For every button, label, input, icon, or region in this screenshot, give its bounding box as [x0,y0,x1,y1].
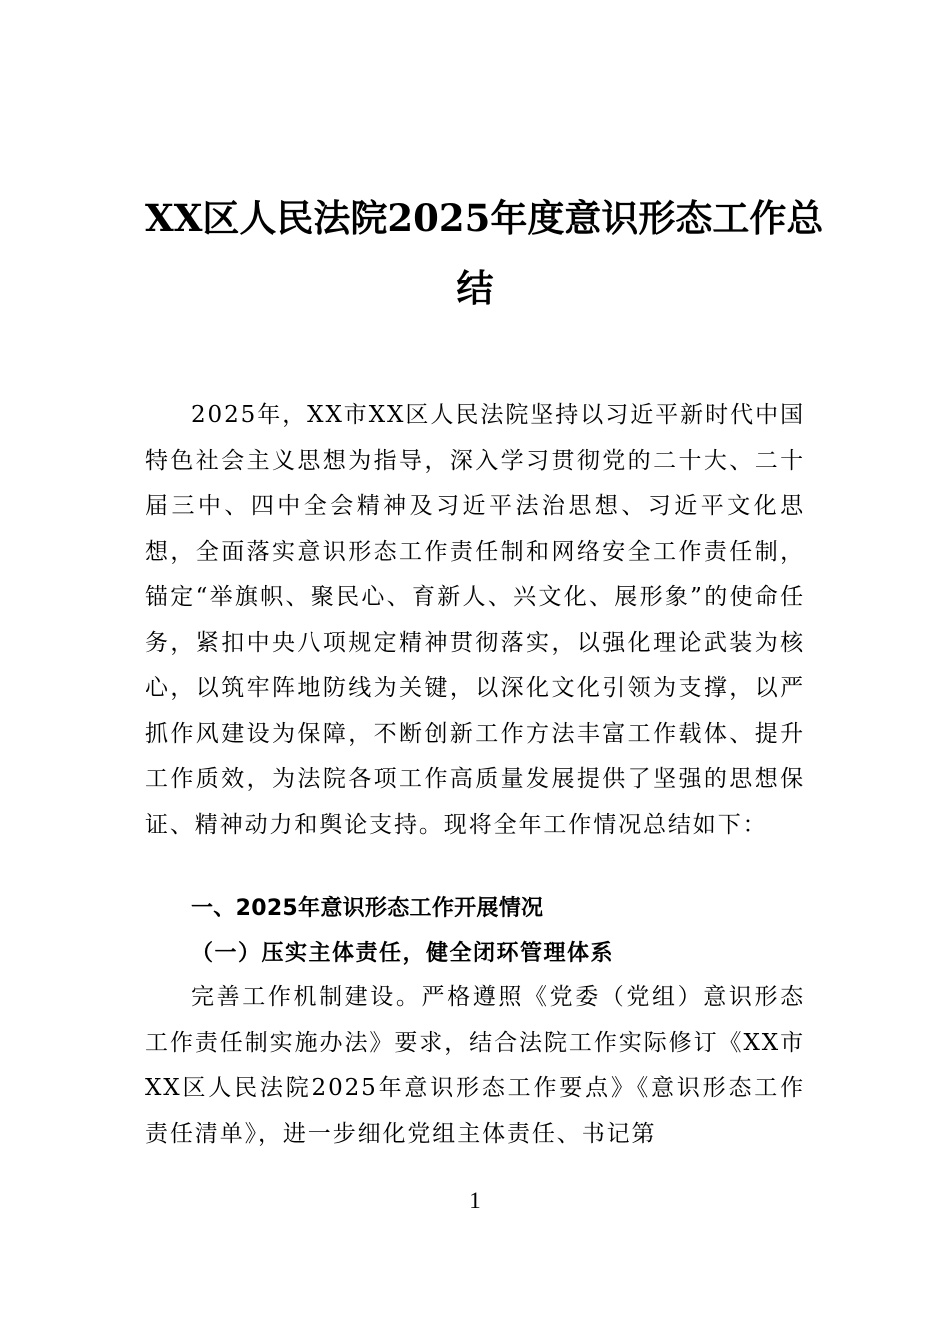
body-paragraph: 完善工作机制建设。严格遵照《党委（党组）意识形态工作责任制实施办法》要求，结合法院工作实际修订《XX市XX区人民法院2025年意识形态工作要点》《意识形态工作责任清单》，进一步细化党组主体责任、书记第 [145,984,805,1147]
document-title-line-1: XX区人民法院2025年度意识形态工作总 [145,196,824,240]
section-heading-1: 一、2025年意识形态工作开展情况 [191,896,544,921]
subsection-heading-1: （一）压实主体责任，健全闭环管理体系 [191,940,615,966]
intro-paragraph: 2025年，XX市XX区人民法院坚持以习近平新时代中国特色社会主义思想为指导，深入学习贯彻党的二十大、二十届三中、四中全会精神及习近平法治思想、习近平文化思想，全面落实意识形态工作责任制和网络安全工作责任制，锚定“举旗帜、聚民心、育新人、兴文化、展形象”的使命任务，紧扣中央八项规定精神贯彻落实，以强化理论武装为核心，以筑牢阵地防线为关键，以深化文化引领为支撑，以严抓作风建设为保障，不断创新工作方法丰富工作载体、提升工作质效，为法院各项工作高质量发展提供了坚强的思想保证、精神动力和舆论支持。现将全年工作情况总结如下： [145,402,805,838]
document-title-line-2: 结 [456,266,494,310]
page-number: 1 [469,1188,481,1213]
